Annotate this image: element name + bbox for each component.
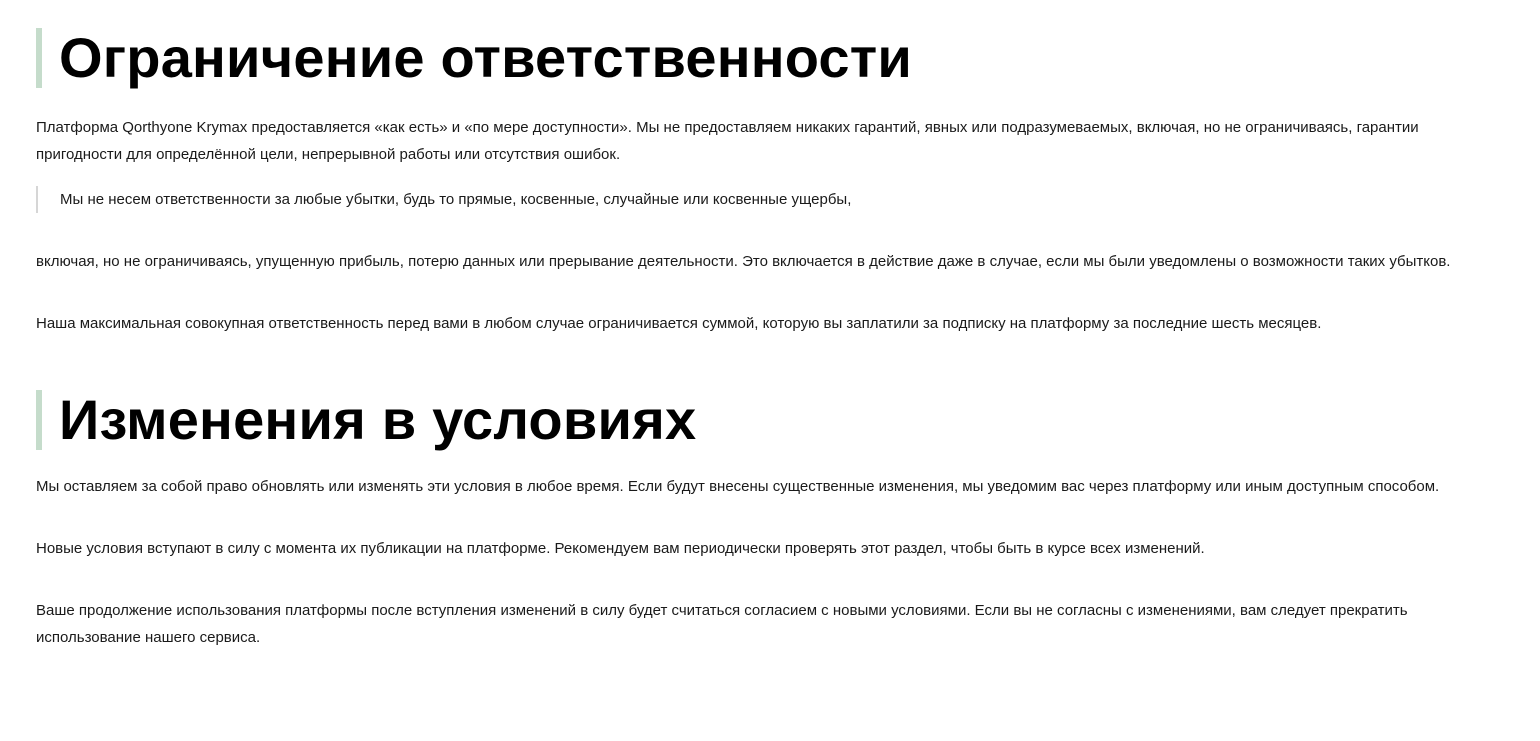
section-title-liability: Ограничение ответственности: [36, 28, 1504, 88]
changes-paragraph-2: Новые условия вступают в силу с момента их публикации на платформе. Рекомендуем вам периодически проверять этот раздел, чтобы быть в курсе всех изменений.: [36, 540, 1205, 557]
section-title-changes: Изменения в условиях: [36, 390, 1504, 450]
liability-paragraph-3: Наша максимальная совокупная ответственность перед вами в любом случае ограничивается суммой, которую вы заплатили за подписку на платформу за последние шесть месяцев.: [36, 315, 1322, 332]
changes-paragraph-1: Мы оставляем за собой право обновлять или изменять эти условия в любое время. Если будут внесены существенные изменения, мы уведомим вас через платформу или иным доступным способом.: [36, 478, 1440, 495]
liability-paragraph-2: включая, но не ограничиваясь, упущенную прибыль, потерю данных или прерывание деятельности. Это включается в действие даже в случае, если мы были уведомлены о возможности таких убытков.: [36, 253, 1451, 270]
liability-paragraph-1: Платформа Qorthyone Krymax предоставляется «как есть» и «по мере доступности». Мы не предоставляем никаких гарантий, явных или подразумеваемых, включая, но не ограничиваясь, гарантии пригодности для определённой цели, непрерывной работы или отсутствия ошибок.: [36, 119, 1419, 163]
liability-quote: Мы не несем ответственности за любые убытки, будь то прямые, косвенные, случайные или косвенные ущербы,: [36, 186, 1504, 213]
terms-page: [0, 28, 1540, 741]
changes-paragraph-3: Ваше продолжение использования платформы после вступления изменений в силу будет считаться согласием с новыми условиями. Если вы не согласны с изменениями, вам следует прекратить использование нашего сервиса.: [36, 602, 1408, 646]
